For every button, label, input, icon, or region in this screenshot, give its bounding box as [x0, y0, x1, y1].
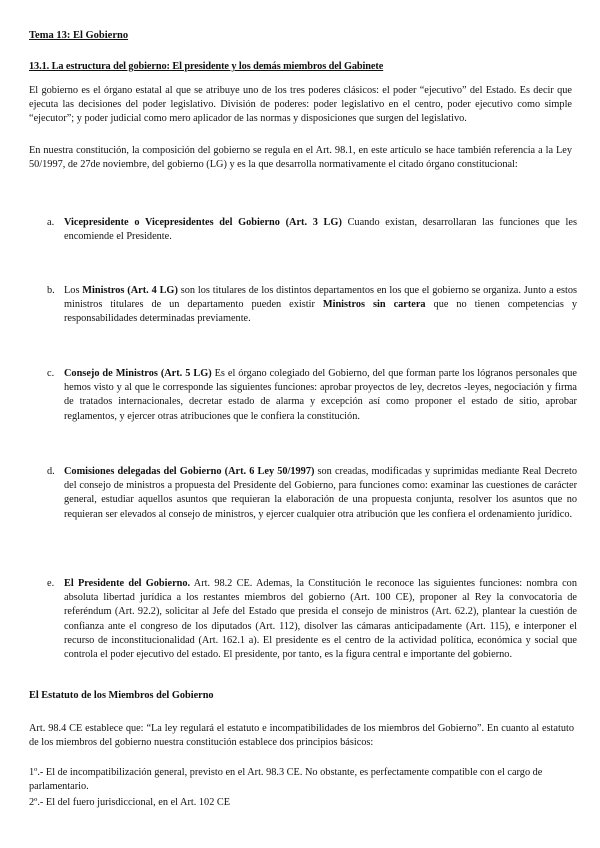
statute-heading: El Estatuto de los Miembros del Gobierno — [29, 690, 214, 701]
list-item-body — [64, 216, 577, 244]
list-item-body — [64, 577, 577, 662]
list-item-bold: Vicepresidente o Vicepresidentes del Gobierno (Art. 3 LG) — [64, 217, 342, 228]
document-title: Tema 13: El Gobierno — [29, 30, 129, 41]
list-item-text: Cuando existan, desarrollaran las funciones que les encomiende el Presidente. — [64, 217, 577, 243]
constitution-paragraph: En nuestra constitución, la composición del gobierno se regula en el Art. 98.1, en este artículo se hace también referencia a la Ley 50/1997, de 27de noviembre, del gobierno (LG) y es la que desarrolla normativamente el citado órgano constitucional: — [29, 145, 572, 171]
list-item-bold: Consejo de Ministros (Art. 5 LG) — [64, 368, 212, 379]
list-item-text: son creadas, modificadas y suprimidas mediante Real Decreto del consejo de ministros a propuesta del Presidente del Gobierno, para funciones como: examinar las cuestiones de carácter general, estudiar aquellos asuntos que requieran la elaboración de una propuesta conjunta, resolver los asuntos que no requieran ser elevados al consejo de ministros, y ejercer cualquier otra atribución que les confiera el ordenamiento jurídico. — [64, 466, 577, 520]
list-item-body — [64, 465, 577, 522]
intro-paragraph: El gobierno es el órgano estatal al que se atribuye uno de los tres poderes clásicos: el poder “ejecutivo” del Estado. Es decir que ejecuta las decisiones del poder legislativo. División de poderes: poder legislativo en el centro, poder ejecutivo como simple “ejecutor”; y poder judicial como mero aplicador de las normas y disposiciones que surgen del legislativo. — [29, 85, 572, 125]
list-item-text: Es el órgano colegiado del Gobierno, del que forman parte los lógranos personales que hemos visto y al que le corresponde las siguientes funciones: aprobar proyectos de ley, decretos -leyes, negociación y firma de tratados internacionales, decretar estado de alarma y excepción así como proponer el estado de sitio, aprobar reglamentos, y ejercer otras atribuciones que le confiera la constitución. — [64, 368, 578, 422]
list-item-bold: Ministros (Art. 4 LG) — [82, 285, 178, 296]
list-item-bold-2: Ministros sin cartera — [322, 299, 426, 311]
list-item-letter: c. — [47, 368, 55, 379]
list-item-text: que no tienen competencias y responsabilidades determinadas previamente. — [64, 299, 577, 325]
list-item-bold: El Presidente del Gobierno. — [64, 578, 191, 589]
principle-2: 2º.- El del fuero jurisdiccional, en el Art. 102 CE — [29, 797, 231, 808]
list-item-letter: d. — [47, 466, 55, 477]
list-item-letter: a. — [47, 217, 55, 228]
principle-1: 1º.- El de incompatibilización general, previsto en el Art. 98.3 CE. No obstante, es perfectamente compatible con el cargo de parlamentario. — [29, 767, 543, 793]
list-item-pre: Los — [64, 285, 83, 296]
list-item-body — [64, 367, 577, 424]
list-item-letter: e. — [47, 578, 55, 589]
statute-paragraph: Art. 98.4 CE establece que: “La ley regulará el estatuto e incompatibilidades de los miembros del Gobierno”. En cuanto al estatuto de los miembros del gobierno nuestra constitución establece dos principios básicos: — [29, 723, 574, 749]
list-item-body — [64, 284, 577, 327]
section-title: 13.1. La estructura del gobierno: El presidente y los demás miembros del Gabinete — [29, 61, 384, 72]
list-item-mid: son los titulares de los distintos departamentos en los que el gobierno se organiza. Junto a estos ministros titulares de un departamento pueden existir — [64, 285, 577, 311]
list-item-letter: b. — [47, 285, 55, 296]
list-item-text: Art. 98.2 CE. Ademas, la Constitución le reconoce las siguientes funciones: nombra con absoluta libertad jurídica a los restantes miembros del gobierno (Art. 100 CE), proponer al Rey la convocatoria de referéndum (Art. 92.2), solicitar al Jefe del Estado que presida el consejo de ministros (Art. 62.2), plantear la cuestión de confianza ante el congreso de los diputados (Art. 112), disolver las cámaras anticipadamente (Art. 115), e interponer el recurso de inconstitucionalidad (Art. 162.1 a). El presidente es el centro de la actividad política, económica y social que controla el poder ejecutivo del estado. El presidente, por tanto, es la figura central e importante del gobierno. — [64, 578, 577, 661]
list-item-bold: Comisiones delegadas del Gobierno (Art. 6 Ley 50/1997) — [64, 466, 315, 477]
